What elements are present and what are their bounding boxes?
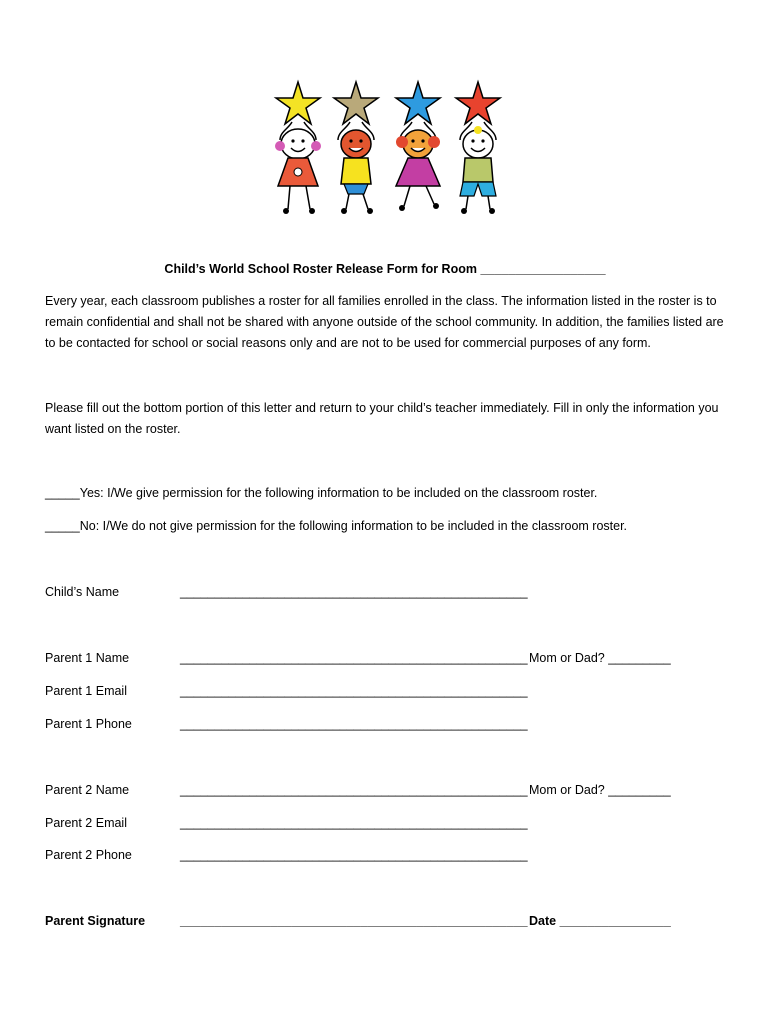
parent1-email-field[interactable]: __________________________________________________ <box>180 684 528 698</box>
parent1-email-label: Parent 1 Email <box>45 684 127 698</box>
parent1-name-field[interactable]: __________________________________________________ <box>180 651 528 665</box>
parent2-phone-field[interactable]: __________________________________________________ <box>180 848 528 862</box>
parent1-email-row <box>45 684 745 702</box>
signature-row <box>45 914 745 932</box>
parent1-phone-row <box>45 717 745 735</box>
date-field[interactable]: Date ________________ <box>529 914 671 928</box>
kid-1-illustration <box>275 82 321 214</box>
four-kids-holding-stars-icon <box>258 74 510 219</box>
parent2-mom-or-dad-field[interactable]: Mom or Dad? _________ <box>529 783 671 797</box>
parent1-name-label: Parent 1 Name <box>45 651 130 665</box>
form-title: Child’s World School Roster Release Form for Room __________________ <box>164 262 606 276</box>
instructions-paragraph: Please fill out the bottom portion of this letter and return to your child’s teacher immediately. Fill in only the information you want listed on the roster. <box>45 401 719 436</box>
child-name-label: Child’s Name <box>45 585 120 599</box>
permission-yes-option[interactable]: _____Yes: I/We give permission for the following information to be included on the classroom roster. <box>45 486 598 500</box>
intro-paragraph: Every year, each classroom publishes a roster for all families enrolled in the class. The information listed in the roster is to remain confidential and shall not be shared with anyone outside of the school community. In addition, the families listed are to be contacted for school or social reasons only and are not to be used for commercial purposes of any form. <box>45 294 724 350</box>
parent1-name-row <box>45 651 745 669</box>
signature-field[interactable]: __________________________________________________ <box>180 914 528 928</box>
signature-label: Parent Signature <box>45 914 146 928</box>
parent2-email-field[interactable]: __________________________________________________ <box>180 816 528 830</box>
parent2-name-field[interactable]: __________________________________________________ <box>180 783 528 797</box>
parent2-phone-row <box>45 848 745 866</box>
parent2-email-row <box>45 816 745 834</box>
child-name-field[interactable]: __________________________________________________ <box>180 585 528 599</box>
permission-no-option[interactable]: _____No: I/We do not give permission for the following information to be included in the classroom roster. <box>45 519 628 533</box>
parent2-phone-label: Parent 2 Phone <box>45 848 132 862</box>
child-name-row <box>45 585 745 603</box>
parent1-phone-label: Parent 1 Phone <box>45 717 132 731</box>
parent2-email-label: Parent 2 Email <box>45 816 127 830</box>
parent1-phone-field[interactable]: __________________________________________________ <box>180 717 528 731</box>
kid-3-illustration <box>396 82 440 211</box>
parent2-name-label: Parent 2 Name <box>45 783 130 797</box>
kid-4-illustration <box>456 82 500 214</box>
kid-2-illustration <box>334 82 378 214</box>
parent1-mom-or-dad-field[interactable]: Mom or Dad? _________ <box>529 651 671 665</box>
parent2-name-row <box>45 783 745 801</box>
